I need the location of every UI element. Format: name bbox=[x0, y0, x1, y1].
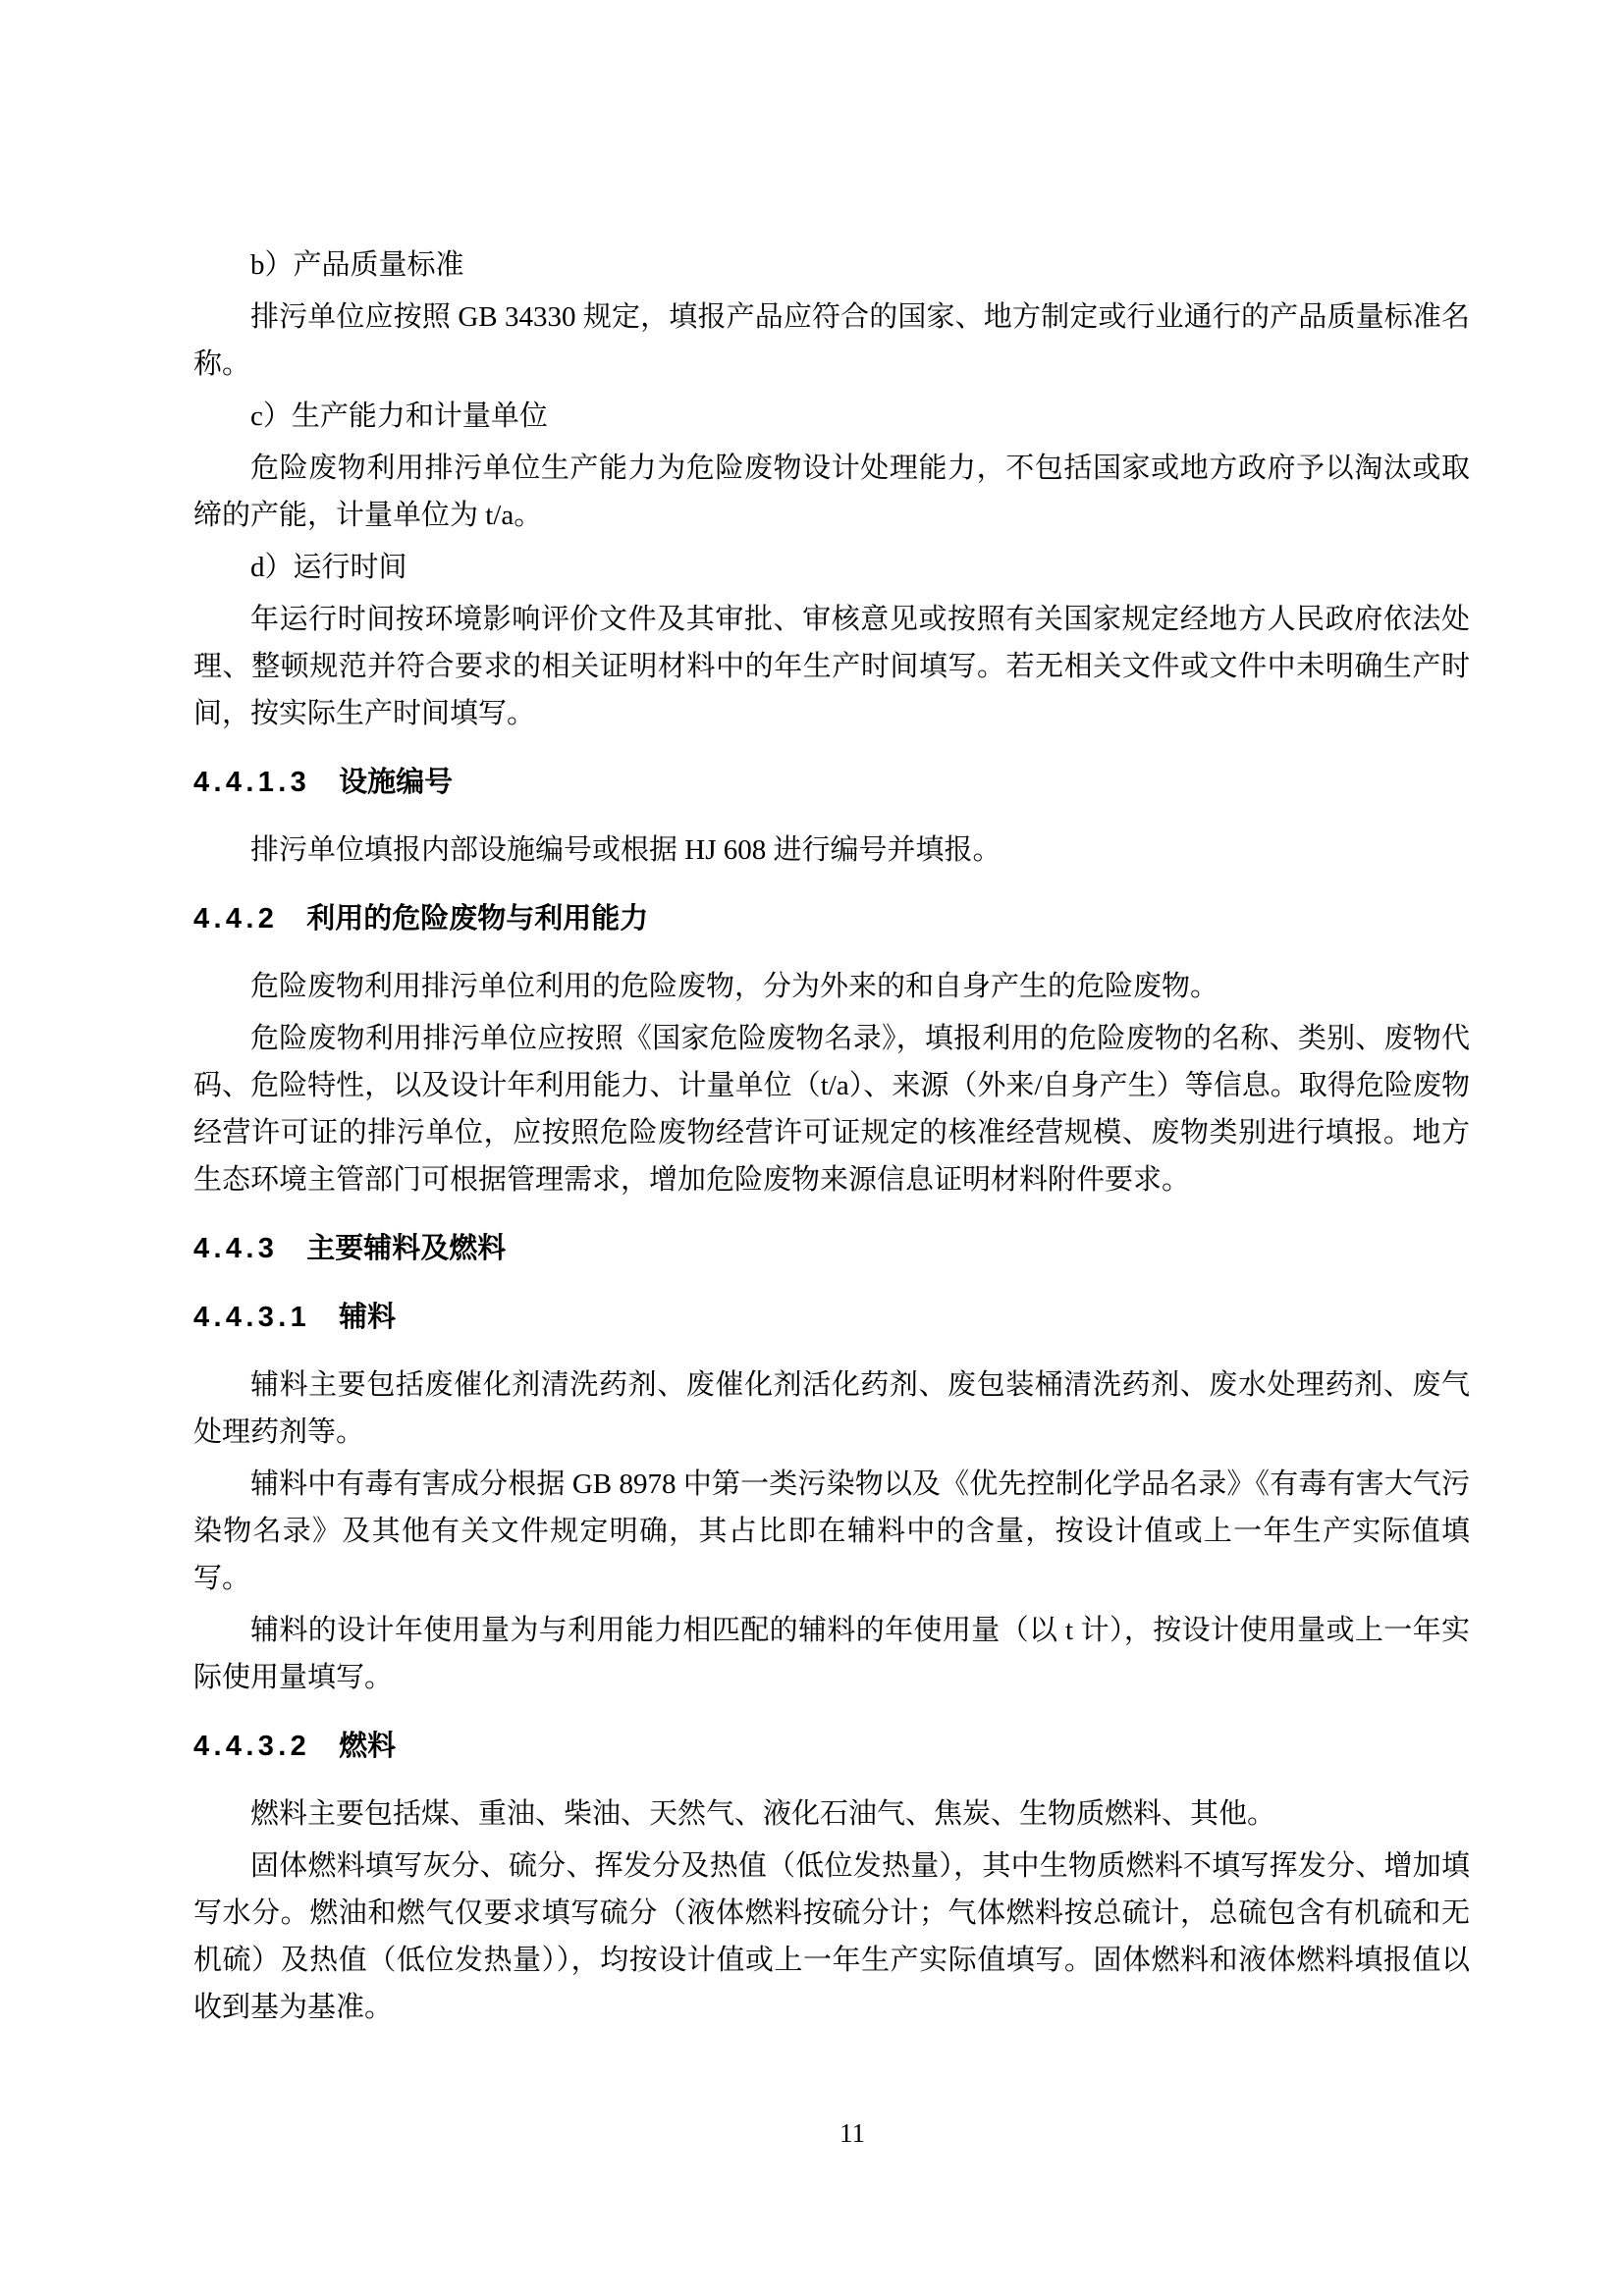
page-number: 11 bbox=[839, 2118, 865, 2148]
paragraph: 年运行时间按环境影响评价文件及其审批、审核意见或按照有关国家规定经地方人民政府依法处理、整顿规范并符合要求的相关证明材料中的年生产时间填写。若无相关文件或文件中未明确生产时间，按实际生产时间填写。 bbox=[193, 604, 1470, 729]
section-number: 4.4.2 bbox=[193, 903, 279, 934]
paragraph: 辅料中有毒有害成分根据 GB 8978 中第一类污染物以及《优先控制化学品名录》《有毒有害大气污染物名录》及其他有关文件规定明确，其占比即在辅料中的含量，按设计值或上一年生产实际值填写。 bbox=[193, 1468, 1470, 1594]
section-number: 4.4.3 bbox=[193, 1233, 279, 1264]
section-heading bbox=[193, 1723, 1470, 1770]
section-heading bbox=[193, 895, 1470, 942]
section-title: 设施编号 bbox=[339, 767, 454, 798]
section-title: 利用的危险废物与利用能力 bbox=[306, 903, 649, 934]
section-number: 4.4.3.2 bbox=[193, 1731, 311, 1762]
paragraph: 危险废物利用排污单位生产能力为危险废物设计处理能力，不包括国家或地方政府予以淘汰或取缔的产能，计量单位为 t/a。 bbox=[193, 453, 1470, 531]
paragraph: 排污单位应按照 GB 34330 规定，填报产品应符合的国家、地方制定或行业通行的产品质量标准名称。 bbox=[193, 301, 1470, 380]
section-heading bbox=[193, 1225, 1470, 1272]
section-heading bbox=[193, 1294, 1470, 1341]
section-title: 主要辅料及燃料 bbox=[306, 1233, 507, 1264]
paragraph: 燃料主要包括煤、重油、柴油、天然气、液化石油气、焦炭、生物质燃料、其他。 bbox=[250, 1798, 1276, 1830]
paragraph: 固体燃料填写灰分、硫分、挥发分及热值（低位发热量），其中生物质燃料不填写挥发分、增加填写水分。燃油和燃气仅要求填写硫分（液体燃料按硫分计；气体燃料按总硫计，总硫包含有机硫和无机硫）及热值（低位发热量）），均按设计值或上一年生产实际值填写。固体燃料和液体燃料填报值以收到基为基准。 bbox=[193, 1850, 1470, 2023]
section-heading bbox=[193, 759, 1470, 806]
section-title: 辅料 bbox=[339, 1302, 397, 1333]
section-number: 4.4.1.3 bbox=[193, 767, 311, 798]
section-title: 燃料 bbox=[339, 1731, 397, 1762]
paragraph: 辅料主要包括废催化剂清洗药剂、废催化剂活化药剂、废包装桶清洗药剂、废水处理药剂、废气处理药剂等。 bbox=[193, 1369, 1470, 1448]
paragraph: 排污单位填报内部设施编号或根据 HJ 608 进行编号并填报。 bbox=[250, 834, 1001, 866]
paragraph: 危险废物利用排污单位应按照《国家危险废物名录》，填报利用的危险废物的名称、类别、废物代码、危险特性，以及设计年利用能力、计量单位（t/a）、来源（外来/自身产生）等信息。取得危险废物经营许可证的排污单位，应按照危险废物经营许可证规定的核准经营规模、废物类别进行填报。地方生态环境主管部门可根据管理需求，增加危险废物来源信息证明材料附件要求。 bbox=[193, 1023, 1470, 1196]
list-item: d）运行时间 bbox=[250, 552, 407, 583]
paragraph: 危险废物利用排污单位利用的危险废物，分为外来的和自身产生的危险废物。 bbox=[250, 971, 1219, 1002]
list-item: c）生产能力和计量单位 bbox=[250, 400, 548, 432]
paragraph: 辅料的设计年使用量为与利用能力相匹配的辅料的年使用量（以 t 计），按设计使用量或上一年实际使用量填写。 bbox=[193, 1615, 1470, 1693]
list-item: b）产品质量标准 bbox=[250, 249, 464, 281]
section-number: 4.4.3.1 bbox=[193, 1302, 311, 1333]
document-content bbox=[193, 241, 1470, 2036]
